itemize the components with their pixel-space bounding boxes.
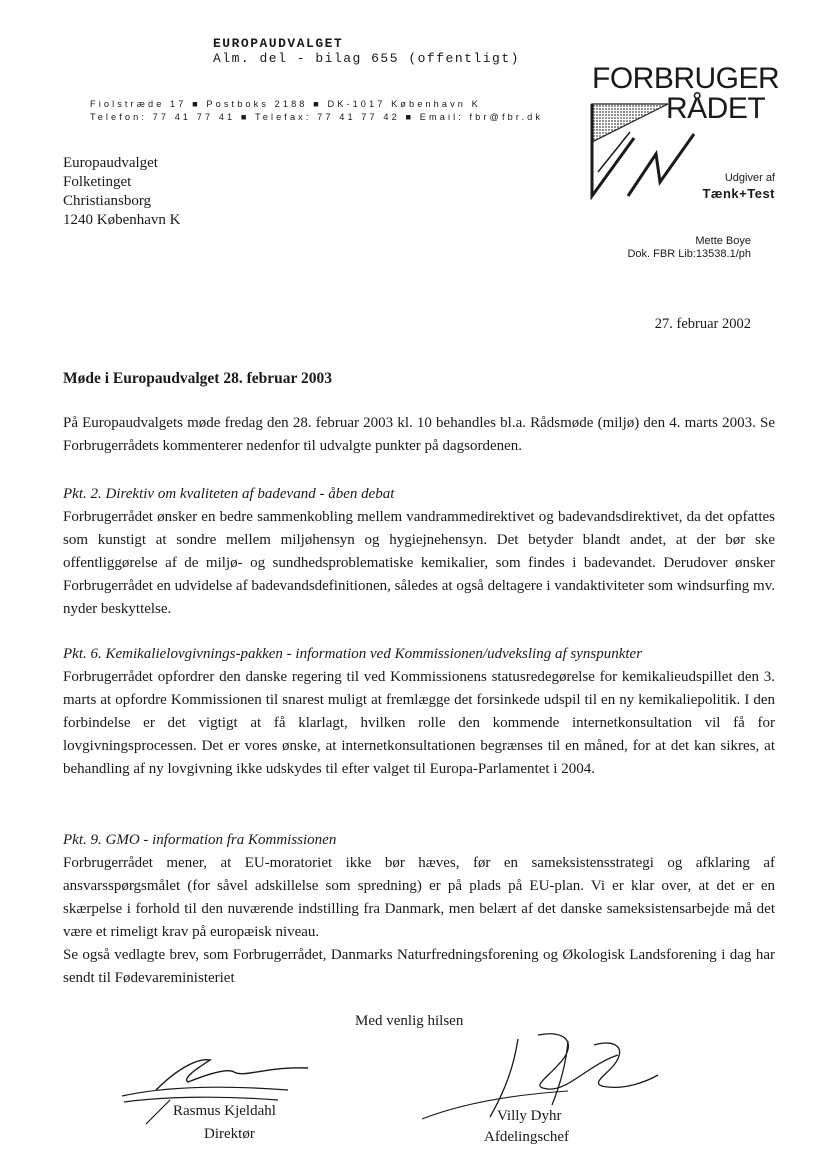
section-text: Forbrugerrådet opfordrer den danske regering til ved Kommissionens statusredegørelse for kemikalieudspillet den 3. marts at opfordre Kommissionen til snarest muligt at fremlægge det forsinkede udspil til en ny kemikaliepolitik. I den forbindelse er det vigtigt at få klarlagt, hvilken rolle den kommende internetkonsultation vil få for lovgivningsprocessen. Det er vores ønske, at internetkonsultationen begrænses til en måned, for at det kan sikres, at behandling af ny lovgivning ikke udskydes til efter valget til Europa-Parlamentet i 2004. bbox=[63, 669, 775, 777]
section-heading: Pkt. 6. Kemikalielovgivnings-pakken - information ved Kommissionen/udveksling af synspunkter bbox=[63, 646, 643, 662]
closing-salutation: Med venlig hilsen bbox=[355, 1013, 464, 1029]
letter-date: 27. februar 2002 bbox=[654, 316, 751, 332]
letter-subject: Møde i Europaudvalget 28. februar 2003 bbox=[63, 370, 332, 387]
sender-address-line: Fiolstræde 17 ■ Postboks 2188 ■ DK-1017 København K bbox=[90, 99, 481, 109]
header-committee: EUROPAUDVALGET bbox=[213, 36, 344, 51]
agenda-section bbox=[63, 483, 775, 621]
section-text: Se også vedlagte brev, som Forbrugerrådet, Danmarks Naturfredningsforening og Økologisk Landsforening i dag har sendt til Fødevareministeriet bbox=[63, 947, 775, 986]
agenda-section bbox=[63, 643, 775, 781]
section-heading: Pkt. 2. Direktiv om kvaliteten af badevand - åben debat bbox=[63, 486, 395, 502]
signatory-name: Rasmus Kjeldahl bbox=[173, 1103, 276, 1119]
recipient-line: Europaudvalget bbox=[63, 155, 158, 171]
agenda-section bbox=[63, 829, 775, 990]
logo-text-forbruger: FORBRUGER bbox=[592, 62, 780, 95]
signatory-title: Direktør bbox=[204, 1126, 255, 1142]
sender-phone-line: Telefon: 77 41 77 41 ■ Telefax: 77 41 77 42 ■ Email: fbr@fbr.dk bbox=[90, 112, 544, 122]
logo-text-raadet: RÅDET bbox=[666, 92, 766, 125]
signatory-title: Afdelingschef bbox=[484, 1129, 569, 1145]
publisher-label: Udgiver af bbox=[724, 172, 775, 184]
contact-person: Mette Boye bbox=[695, 235, 751, 247]
section-heading: Pkt. 9. GMO - information fra Kommissionen bbox=[63, 832, 337, 848]
publisher-name: Tænk+Test bbox=[702, 186, 775, 201]
intro-paragraph: På Europaudvalgets møde fredag den 28. februar 2003 kl. 10 behandles bl.a. Rådsmøde (miljø) den 4. marts 2003. Se Forbrugerrådets kommenterer nedenfor til udvalgte punkter på dagsordenen. bbox=[63, 415, 775, 454]
section-text: Forbrugerrådet mener, at EU-moratoriet ikke bør hæves, før en sameksistensstrategi og afklaring af ansvarsspørgsmålet (for såvel adskillelse som spredning) er på plads på EU-plan. Vi er klar over, at det er en skærpelse i forhold til den nuværende indstilling fra Danmark, men belært af det danske sameksistensarbejde må det være et rimeligt krav på europæisk niveau. bbox=[63, 855, 775, 940]
header-reference: Alm. del - bilag 655 (offentligt) bbox=[213, 51, 520, 66]
section-text: Forbrugerrådet ønsker en bedre sammenkobling mellem vandrammedirektivet og badevandsdirektivet, da det opfattes som kunstigt at sondre mellem miljøhensyn og hygiejnehensyn. Det betyder blandt andet, at der bør ske offentliggørelse af de miljø- og sundhedsproblematiske kemikalier, som findes i badevandet. Derudover ønsker Forbrugerrådet en udvidelse af badevandsdefinitionen, således at også deltagere i vandaktiviteter som windsurfing mv. nyder beskyttelse. bbox=[63, 509, 775, 617]
signatory-name: Villy Dyhr bbox=[497, 1108, 562, 1124]
recipient-line: 1240 København K bbox=[63, 212, 181, 228]
document-reference: Dok. FBR Lib:13538.1/ph bbox=[627, 248, 751, 260]
recipient-line: Christiansborg bbox=[63, 193, 152, 209]
recipient-line: Folketinget bbox=[63, 174, 132, 190]
